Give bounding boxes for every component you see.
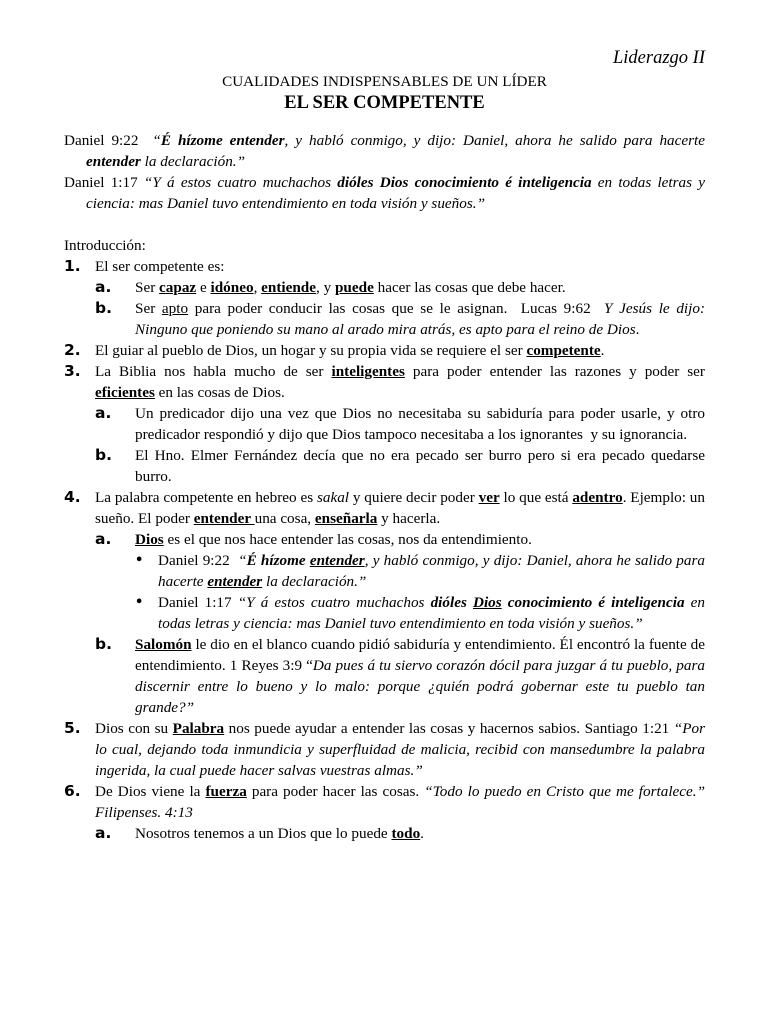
item-marker: a.	[95, 824, 112, 842]
item-marker: 1.	[64, 257, 81, 275]
item-text: Daniel 1:17 “Y á estos cuatro muchachos dióles Dios conocimiento é inteligencia en todas letras y ciencia: mas Daniel tuvo entendimiento en toda visión y sueños.”	[158, 594, 705, 632]
bullet-marker: •	[135, 553, 144, 568]
item-marker: b.	[95, 299, 112, 317]
outline-subitem	[64, 403, 705, 445]
outline-list	[64, 256, 705, 844]
outline-item	[64, 487, 705, 529]
item-text: El guiar al pueblo de Dios, un hogar y su propia vida se requiere el ser competente.	[95, 342, 605, 359]
item-text: Nosotros tenemos a un Dios que lo puede todo.	[135, 825, 424, 842]
outline-bullet	[64, 550, 705, 592]
item-text: Ser apto para poder conducir las cosas que se le asignan. Lucas 9:62 Y Jesús le dijo: Ninguno que poniendo su mano al arado mira atrás, es apto para el reino de Dios.	[135, 300, 706, 338]
item-text: El Hno. Elmer Fernández decía que no era pecado ser burro pero si era pecado quedarse burro.	[135, 447, 705, 485]
item-marker: b.	[95, 446, 112, 464]
item-text: Un predicador dijo una vez que Dios no necesitaba su sabiduría para poder usarle, y otro predicador respondió y dijo que Dios tampoco necesitaba a los ignorantes y su ignorancia.	[135, 405, 705, 443]
outline-item	[64, 781, 705, 823]
document-kicker: CUALIDADES INDISPENSABLES DE UN LÍDER	[222, 73, 547, 90]
outline-subitem	[64, 823, 705, 844]
spacer	[64, 214, 705, 235]
item-marker: a.	[95, 278, 112, 296]
item-marker: 5.	[64, 719, 81, 737]
item-text: Daniel 9:22 “É hízome entender, y habló conmigo, y dijo: Daniel, ahora he salido para hacerte entender la declaración.”	[158, 552, 706, 590]
item-marker: 2.	[64, 341, 81, 359]
bullet-marker: •	[135, 595, 144, 610]
item-marker: a.	[95, 530, 112, 548]
item-marker: 4.	[64, 488, 81, 506]
item-marker: a.	[95, 404, 112, 422]
outline-subitem	[64, 277, 705, 298]
outline-bullet	[64, 592, 705, 634]
item-marker: 6.	[64, 782, 81, 800]
outline-subitem	[64, 529, 705, 550]
outline-subitem	[64, 445, 705, 487]
item-text: La Biblia nos habla mucho de ser inteligentes para poder entender las razones y poder ser eficientes en las cosas de Dios.	[95, 363, 705, 401]
item-text: El ser competente es:	[95, 258, 225, 275]
epigraph-verse: Daniel 1:17 “Y á estos cuatro muchachos dióles Dios conocimiento é inteligencia en todas letras y ciencia: mas Daniel tuvo entendimiento en toda visión y sueños.”	[64, 174, 706, 212]
outline-subitem	[64, 298, 705, 340]
item-text: Ser capaz e idóneo, entiende, y puede hacer las cosas que debe hacer.	[135, 279, 566, 296]
outline-item	[64, 340, 705, 361]
outline-item	[64, 361, 705, 403]
item-text: De Dios viene la fuerza para poder hacer las cosas. “Todo lo puedo en Cristo que me fortalece.” Filipenses. 4:13	[95, 783, 706, 821]
outline-item	[64, 256, 705, 277]
epigraph-verses	[64, 130, 705, 214]
item-text: Dios es el que nos hace entender las cosas, nos da entendimiento.	[135, 531, 532, 548]
item-text: Salomón le dio en el blanco cuando pidió sabiduría y entendimiento. Él encontró la fuente de entendimiento. 1 Reyes 3:9 “Da pues á tu siervo corazón dócil para juzgar á tu pueblo, para discernir entre lo bueno y lo malo: porque ¿quién podrá gobernar este tu pueblo tan grande?”	[135, 636, 705, 716]
item-text: Dios con su Palabra nos puede ayudar a entender las cosas y hacernos sabios. Santiago 1:21 “Por lo cual, dejando toda inmundicia y superfluidad de malicia, recibid con mansedumbre la palabra ingerida, la cual puede hacer salvas vuestras almas.”	[95, 720, 706, 779]
item-marker: b.	[95, 635, 112, 653]
intro-label: Introducción:	[64, 237, 146, 254]
outline-item	[64, 718, 705, 781]
document-title: EL SER COMPETENTE	[284, 93, 485, 113]
document-page	[64, 46, 705, 844]
item-text: La palabra competente en hebreo es sakal y quiere decir poder ver lo que está adentro. Ejemplo: un sueño. El poder entender una cosa, enseñarla y hacerla.	[95, 489, 705, 527]
outline-subitem	[64, 634, 705, 718]
epigraph-verse: Daniel 9:22 “É hízome entender, y habló conmigo, y dijo: Daniel, ahora he salido para hacerte entender la declaración.”	[64, 132, 705, 170]
series-title: Liderazgo II	[613, 48, 705, 68]
item-marker: 3.	[64, 362, 81, 380]
